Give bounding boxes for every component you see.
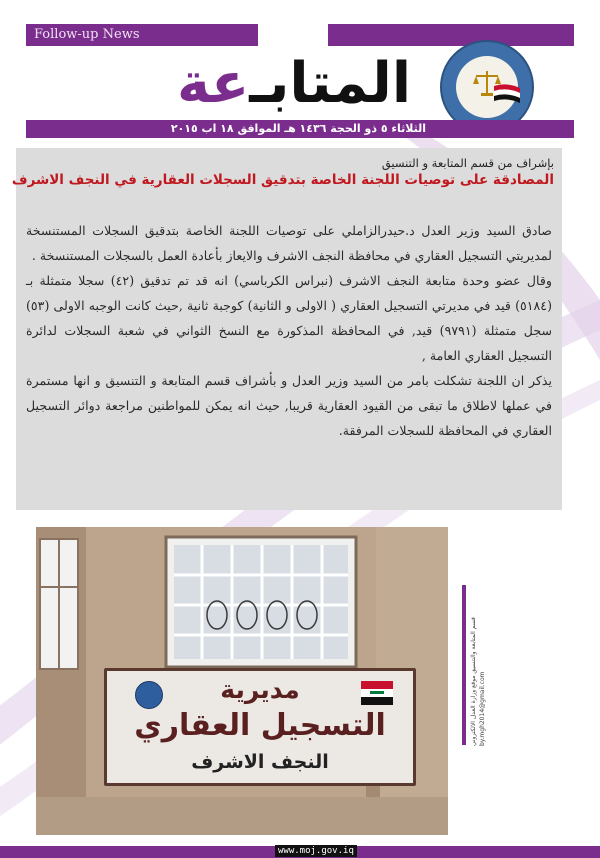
date-bar bbox=[26, 120, 574, 138]
photo-credit bbox=[470, 617, 510, 746]
masthead-title bbox=[162, 47, 426, 119]
footer-url[interactable]: www.moj.gov.iq bbox=[275, 845, 357, 857]
divider-line bbox=[462, 585, 466, 745]
section-label: Follow-up News bbox=[34, 27, 140, 42]
credit-line1: قسم المتابعة والتنسيق موقع وزارة العدل الالكتروني bbox=[470, 617, 477, 746]
article-paragraph: صادق السيد وزير العدل د.حيدرالزاملي على توصيات اللجنة الخاصة بتدقيق السجلات المستنسخة لمديريتي التسجيل العقاري في محافظة النجف الاشرف والايعاز بأعادة العمل بالسجلات المستنسخة . bbox=[26, 223, 552, 263]
masthead-accent: عة bbox=[176, 50, 250, 116]
credit-line2: by.mgh2014@gmail.com bbox=[479, 671, 486, 746]
footer-bar bbox=[0, 846, 600, 858]
sign-line3: النجف الاشرف bbox=[191, 751, 329, 773]
directorate-sign bbox=[104, 668, 416, 786]
article-body bbox=[26, 218, 552, 443]
masthead-main: المتابـ bbox=[249, 50, 412, 116]
article-headline: المصادقة على توصيات اللجنة الخاصة بتدقيق السجلات العقارية في النجف الاشرف bbox=[11, 172, 554, 188]
date-line: الثلاثاء ٥ ذو الحجة ١٤٣٦ هـ الموافق ١٨ اب ٢٠١٥ bbox=[170, 122, 426, 135]
top-bar-right bbox=[328, 24, 574, 46]
article-supervisor: بإشراف من قسم المتابعة و التنسيق bbox=[381, 156, 554, 170]
sign-line1: مديرية bbox=[220, 675, 300, 704]
article-box bbox=[11, 148, 562, 510]
section-bar bbox=[26, 24, 258, 46]
flag-icon bbox=[494, 84, 520, 104]
article-paragraph: يذكر ان اللجنة تشكلت بامر من السيد وزير العدل و بأشراف قسم المتابعة و التنسيق و انها مستمرة في عملها لاطلاق ما تبقى من القيود العقارية قريبا, حيث انه يمكن للمواطنين مراجعة دوائر التسجيل العقاري في المحافظة للسجلات المرفقة. bbox=[26, 373, 552, 438]
article-paragraph: وقال عضو وحدة متابعة النجف الاشرف (نبراس الكرباسي) انه قد تم تدقيق (٤٢) سجلا متمثلة بـ (٥١٨٤) قيد في مديرتي التسجيل العقاري ( الاولى و الثانية) كوجبة ثانية ,حيث كانت الوجبه الاولى (٥٣) سجل متمثلة (٩٧٩١) قيد, في المحافظة المذكورة مع النسخ الثواني في شعبة السجلات لدائرة التسجيل العقاري العامة , bbox=[26, 273, 553, 363]
sign-line2: التسجيل العقاري bbox=[134, 708, 386, 743]
